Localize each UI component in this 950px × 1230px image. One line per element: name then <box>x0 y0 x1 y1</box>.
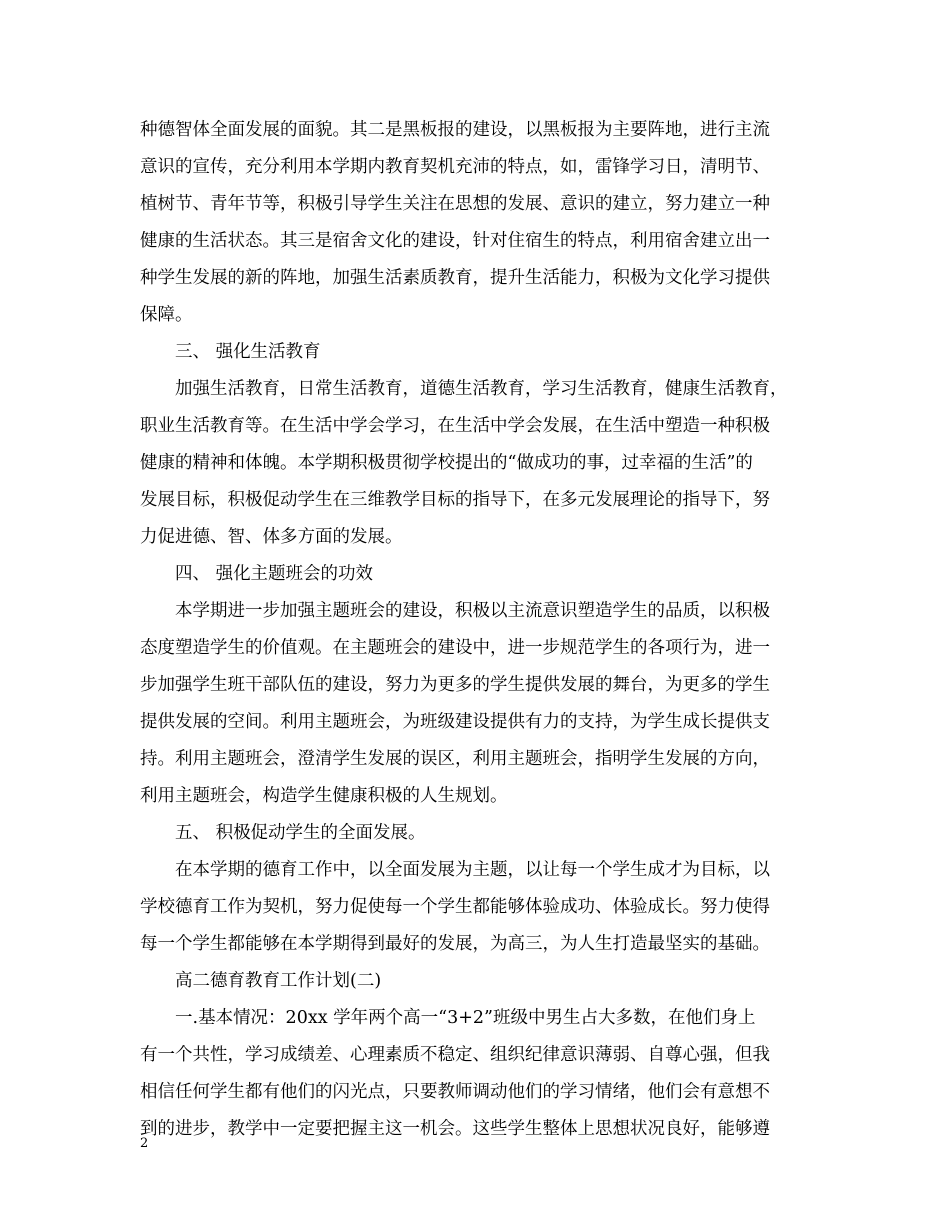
body-text-line: 本学期进一步加强主题班会的建设，积极以主流意识塑造学生的品质，以积极 <box>175 601 770 621</box>
body-text-line: 一.基本情况：20xx 学年两个高一“3+2”班级中男生占大多数，在他们身上 <box>175 1008 756 1028</box>
body-text-line: 意识的宣传，充分利用本学期内教育契机充沛的特点，如，雷锋学习日，清明节、 <box>140 157 770 177</box>
body-text-line: 利用主题班会，构造学生健康积极的人生规划。 <box>140 786 508 806</box>
body-text-line: 每一个学生都能够在本学期得到最好的发展，为高三，为人生打造最坚实的基础。 <box>140 934 770 954</box>
body-text-line: 健康的生活状态。其三是宿舍文化的建设，针对住宿生的特点，利用宿舍建立出一 <box>140 231 770 251</box>
page-number: 2 <box>140 1136 149 1151</box>
body-text-line: 种学生发展的新的阵地，加强生活素质教育，提升生活能力，积极为文化学习提供 <box>140 268 770 288</box>
body-text-line: 力促进德、智、体多方面的发展。 <box>140 527 403 547</box>
body-text-line: 步加强学生班干部队伍的建设，努力为更多的学生提供发展的舞台，为更多的学生 <box>140 675 770 695</box>
body-text-line: 态度塑造学生的价值观。在主题班会的建设中，进一步规范学生的各项行为，进一 <box>140 638 770 658</box>
body-text-line: 植树节、青年节等，积极引导学生关注在思想的发展、意识的建立，努力建立一种 <box>140 194 770 214</box>
body-text-line: 学校德育工作为契机，努力促使每一个学生都能够体验成功、体验成长。努力使得 <box>140 897 770 917</box>
section-heading: 四、 强化主题班会的功效 <box>175 564 374 584</box>
document-subtitle: 高二德育教育工作计划(二) <box>175 971 382 991</box>
section-heading: 三、 强化生活教育 <box>175 342 321 362</box>
body-text-line: 持。利用主题班会，澄清学生发展的误区，利用主题班会，指明学生发展的方向， <box>140 749 770 769</box>
body-text-line: 保障。 <box>140 305 193 325</box>
body-text-line: 在本学期的德育工作中，以全面发展为主题，以让每一个学生成才为目标，以 <box>175 860 770 880</box>
body-text-line: 发展目标，积极促动学生在三维教学目标的指导下，在多元发展理论的指导下，努 <box>140 490 770 510</box>
body-text-line: 加强生活教育，日常生活教育，道德生活教育，学习生活教育，健康生活教育， <box>175 379 788 399</box>
body-text-line: 到的进步，教学中一定要把握主这一机会。这些学生整体上思想状况良好，能够遵 <box>140 1119 770 1139</box>
body-text-line: 种德智体全面发展的面貌。其二是黑板报的建设，以黑板报为主要阵地，进行主流 <box>140 120 770 140</box>
body-text-line: 相信任何学生都有他们的闪光点，只要教师调动他们的学习情绪，他们会有意想不 <box>140 1082 770 1102</box>
body-text-line: 有一个共性，学习成绩差、心理素质不稳定、组织纪律意识薄弱、自尊心强，但我 <box>140 1045 770 1065</box>
section-heading: 五、 积极促动学生的全面发展。 <box>175 823 426 843</box>
body-text-line: 提供发展的空间。利用主题班会，为班级建设提供有力的支持，为学生成长提供支 <box>140 712 770 732</box>
body-text-line: 职业生活教育等。在生活中学会学习，在生活中学会发展，在生活中塑造一种积极 <box>140 416 770 436</box>
body-text-line: 健康的精神和体魄。本学期积极贯彻学校提出的“做成功的事，过幸福的生活”的 <box>140 453 753 473</box>
